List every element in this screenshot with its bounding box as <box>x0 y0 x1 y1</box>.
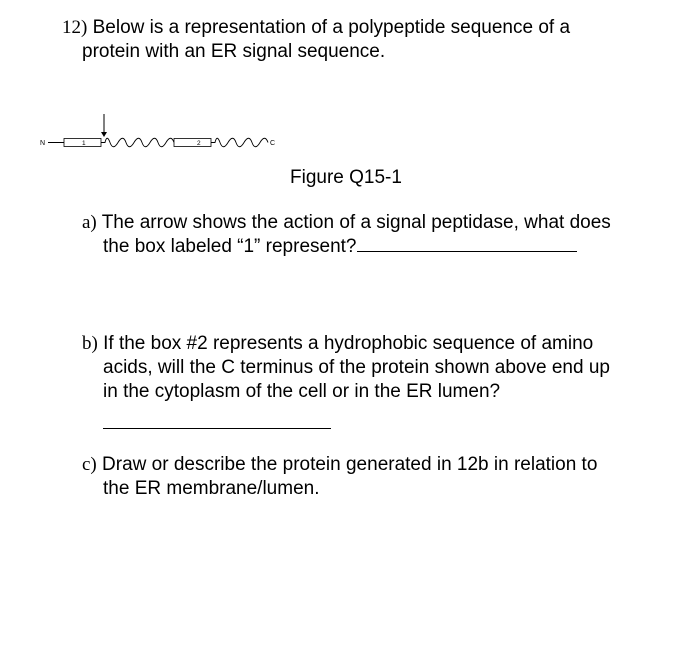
question-text <box>62 16 682 64</box>
polypeptide-figure <box>40 108 300 156</box>
part-b <box>82 332 672 429</box>
question-line-2: protein with an ER signal sequence. <box>82 41 386 62</box>
question-number: 12) <box>62 17 88 38</box>
answer-blank-a[interactable] <box>357 235 577 252</box>
part-b-line-3: in the cytoplasm of the cell or in the ER lumen? <box>103 381 501 402</box>
part-a-line-1: The arrow shows the action of a signal peptidase, what does <box>101 212 611 233</box>
part-a-letter: a) <box>82 212 97 233</box>
polypeptide-wave-1 <box>101 138 174 147</box>
part-a-line-2: the box labeled “1” represent? <box>103 236 357 257</box>
part-c <box>82 453 672 501</box>
c-terminus-label: C <box>270 140 276 147</box>
question-line-1: Below is a representation of a polypeptide sequence of a <box>92 17 571 38</box>
part-b-letter: b) <box>82 333 98 354</box>
figure-caption: Figure Q15-1 <box>290 167 402 188</box>
hydrophobic-box-2 <box>174 139 211 147</box>
part-b-line-1: If the box #2 represents a hydrophobic sequence of amino <box>103 333 594 354</box>
part-c-line-1: Draw or describe the protein generated in 12b in relation to <box>102 454 598 475</box>
polypeptide-wave-2 <box>211 138 268 147</box>
part-b-line-2: acids, will the C terminus of the protein shown above end up <box>103 357 610 378</box>
part-a-line-2-wrap <box>82 235 672 259</box>
part-c-line-2: the ER membrane/lumen. <box>103 478 320 499</box>
part-a <box>82 211 672 259</box>
n-terminus-label: N <box>40 140 46 147</box>
answer-blank-b[interactable] <box>103 412 331 429</box>
part-c-letter: c) <box>82 454 97 475</box>
signal-peptidase-arrow-head <box>101 132 107 137</box>
box-2-label: 2 <box>197 140 201 147</box>
box-1-label: 1 <box>82 140 86 147</box>
